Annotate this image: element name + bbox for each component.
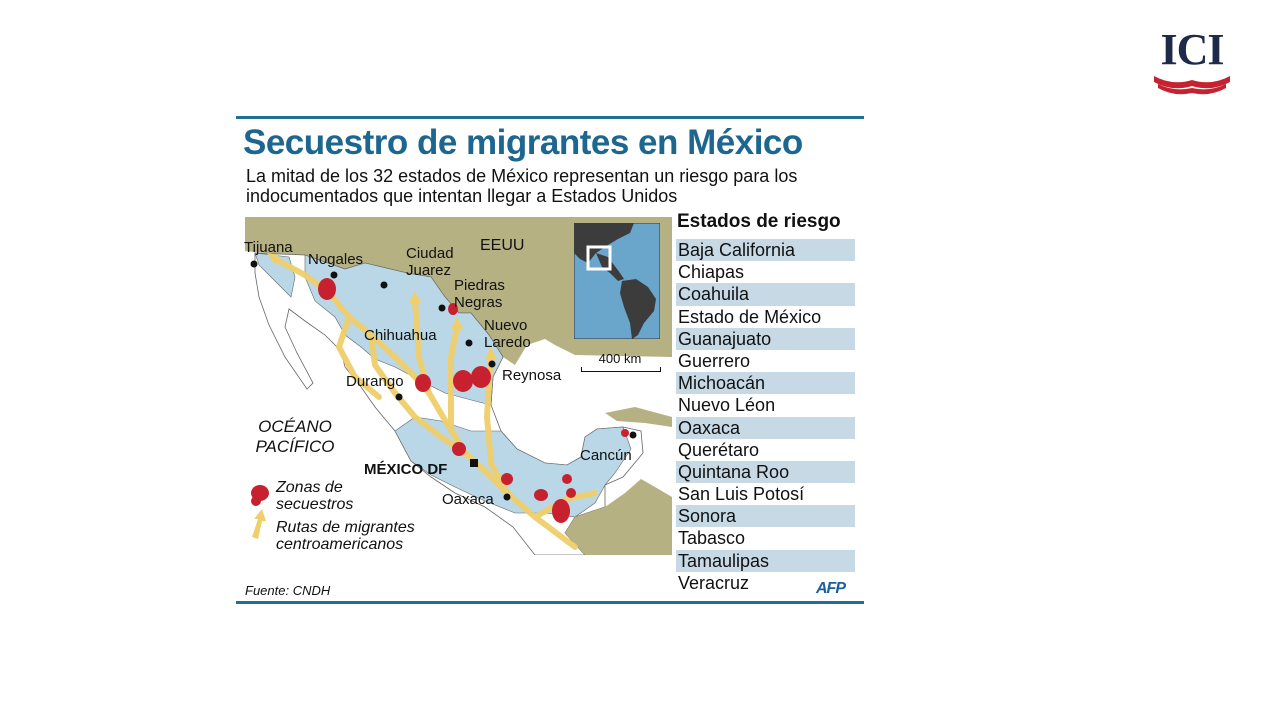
legend-zones-label: Zonas de secuestros bbox=[276, 479, 354, 513]
state-item: Michoacán bbox=[676, 372, 855, 394]
label-ciudad-juarez: Ciudad Juarez bbox=[406, 245, 454, 279]
infographic bbox=[236, 116, 864, 604]
state-item: Baja California bbox=[676, 239, 855, 261]
legend-routes-label: Rutas de migrantes centroamericanos bbox=[276, 519, 415, 553]
state-item: Tamaulipas bbox=[676, 550, 855, 572]
afp-credit: AFP bbox=[816, 580, 845, 597]
state-item: Quintana Roo bbox=[676, 461, 855, 483]
label-nogales: Nogales bbox=[308, 251, 364, 268]
ici-logo bbox=[1150, 26, 1234, 102]
state-item: Coahuila bbox=[676, 283, 855, 305]
state-item: Oaxaca bbox=[676, 417, 855, 439]
state-item: Guerrero bbox=[678, 350, 751, 371]
label-tijuana: Tijuana bbox=[244, 239, 293, 256]
label-eeuu: EEUU bbox=[480, 237, 525, 254]
states-list bbox=[676, 239, 855, 594]
book-icon bbox=[1150, 70, 1234, 100]
state-item: San Luis Potosí bbox=[678, 484, 805, 505]
label-oceano-pacifico: OCÉANO PACÍFICO bbox=[255, 417, 335, 456]
label-durango: Durango bbox=[346, 373, 404, 390]
state-item: Estado de México bbox=[678, 306, 822, 327]
scale-label: 400 km bbox=[598, 351, 642, 366]
scale-bar bbox=[579, 351, 661, 377]
state-item: Nuevo Léon bbox=[678, 395, 776, 416]
cuba-land bbox=[605, 407, 672, 427]
legend-icons bbox=[248, 483, 272, 539]
infographic-subtitle: La mitad de los 32 estados de México representan un riesgo para los indocumentados que intentan llegar a Estados Unidos bbox=[246, 166, 798, 206]
source-note: Fuente: CNDH bbox=[245, 583, 331, 598]
state-item: Tabasco bbox=[678, 528, 746, 549]
route-arrow-icon bbox=[252, 509, 266, 539]
label-cancun: Cancún bbox=[580, 447, 632, 464]
label-mexico-df: MÉXICO DF bbox=[364, 461, 448, 478]
states-title: Estados de riesgo bbox=[677, 211, 841, 232]
infographic-title: Secuestro de migrantes en México bbox=[243, 123, 803, 162]
inset-globe bbox=[574, 223, 660, 339]
state-item: Veracruz bbox=[678, 572, 750, 593]
label-piedras-negras: Piedras Negras bbox=[454, 277, 505, 311]
state-item: Querétaro bbox=[678, 439, 760, 460]
state-item: Chiapas bbox=[678, 262, 745, 283]
state-item: Sonora bbox=[676, 505, 855, 527]
scale-line bbox=[581, 367, 661, 372]
logo-text: ICI bbox=[1160, 25, 1224, 74]
label-chihuahua: Chihuahua bbox=[364, 327, 437, 344]
state-item: Guanajuato bbox=[676, 328, 855, 350]
label-nuevo-laredo: Nuevo Laredo bbox=[484, 317, 531, 351]
label-oaxaca: Oaxaca bbox=[442, 491, 494, 508]
label-reynosa: Reynosa bbox=[502, 367, 562, 384]
kidnap-zone-icon bbox=[251, 485, 269, 506]
